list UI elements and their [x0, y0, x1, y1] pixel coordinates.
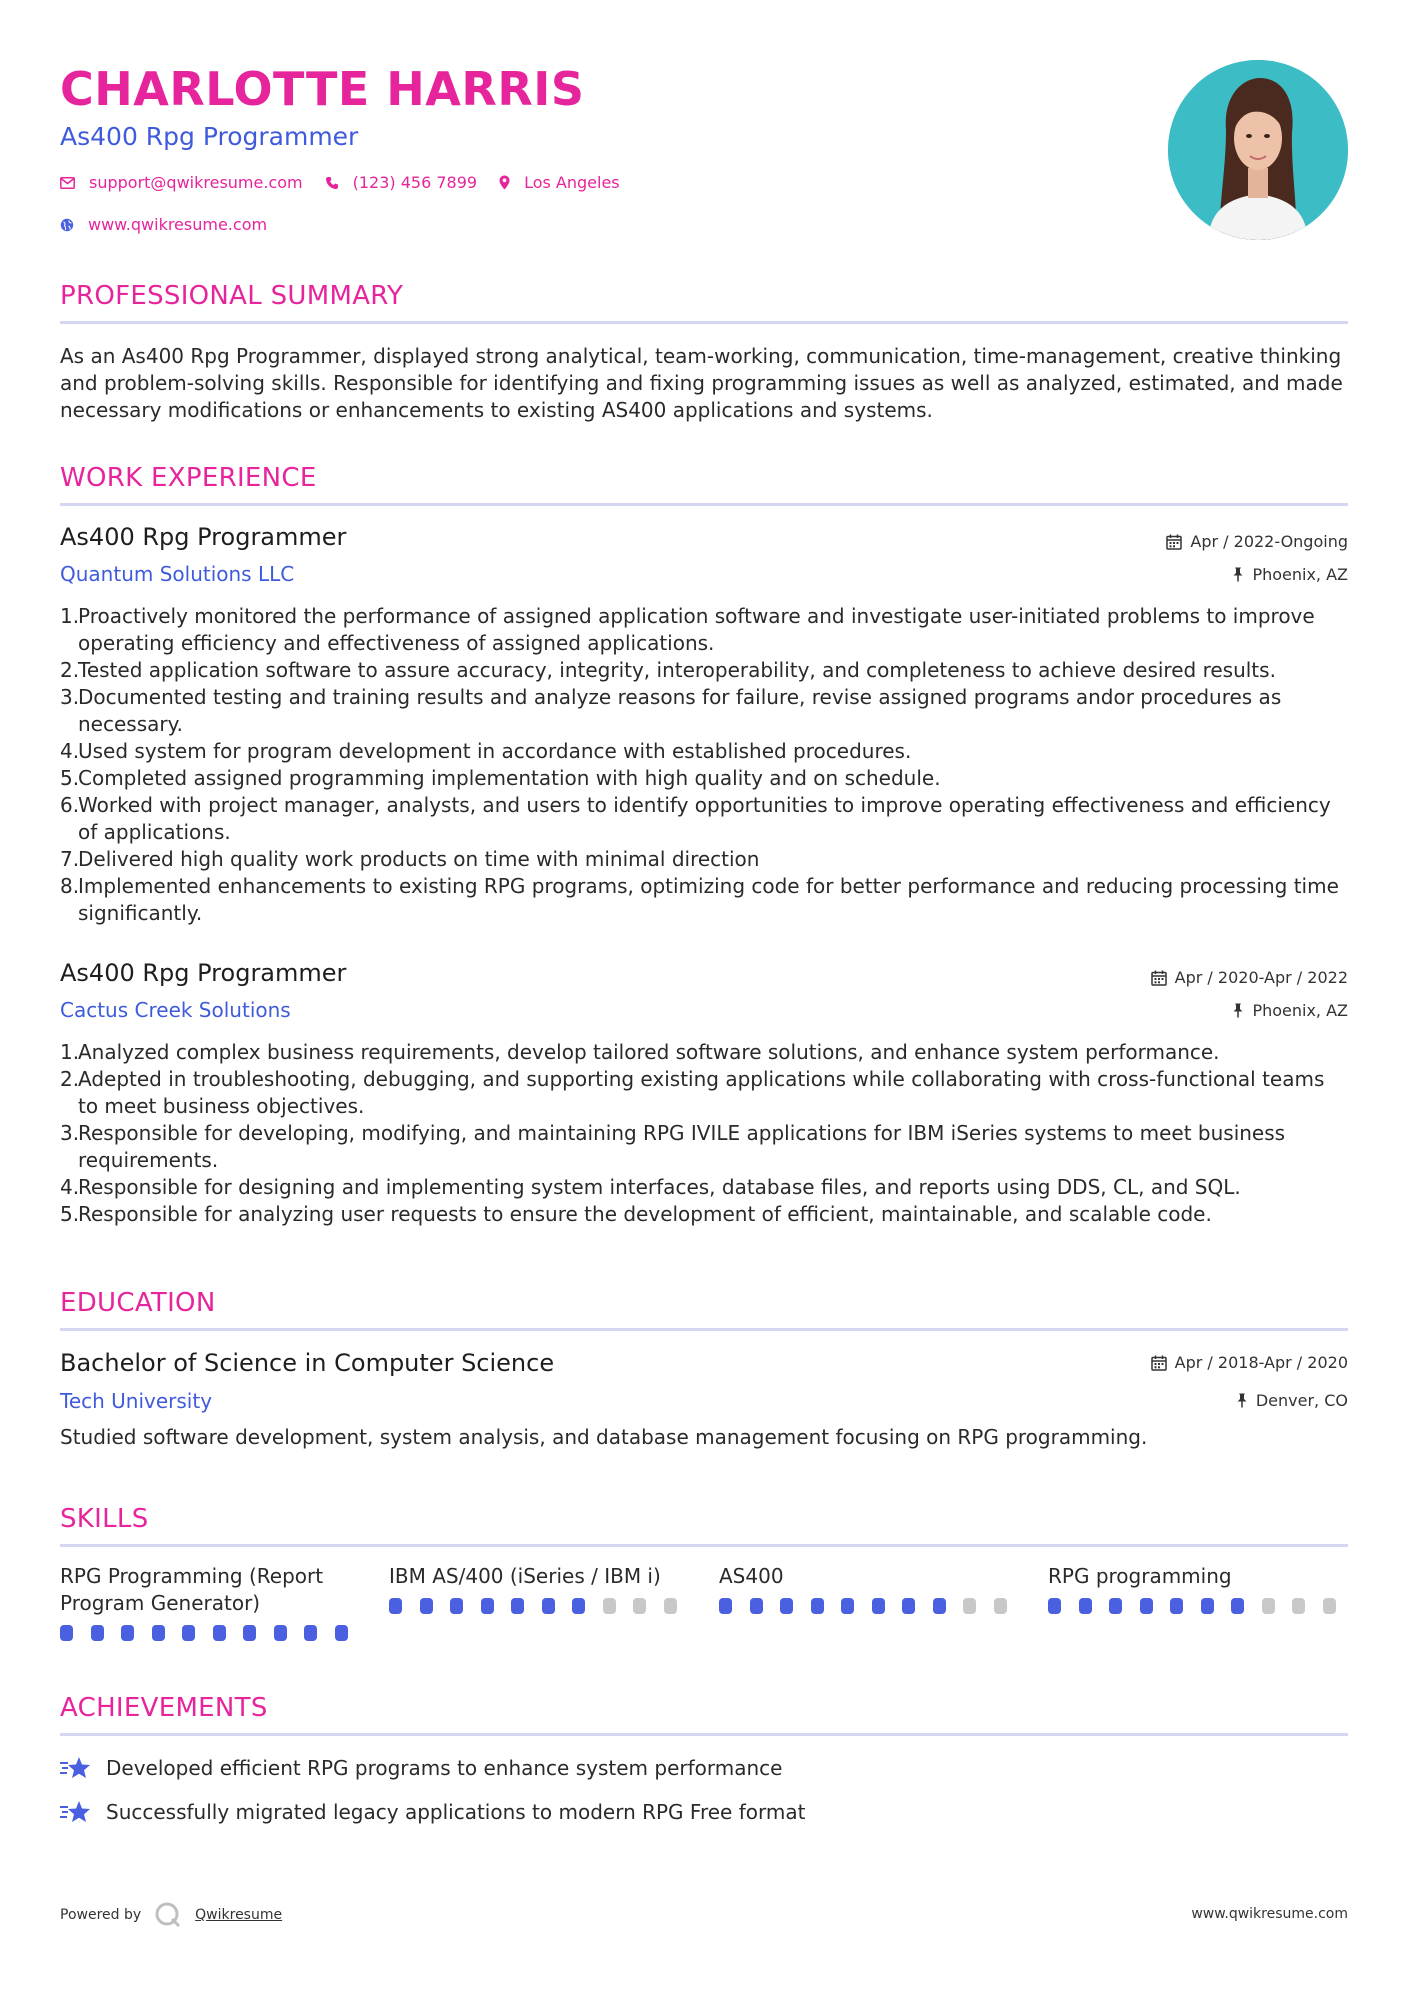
rating-dot-filled	[121, 1625, 134, 1641]
education-heading: EDUCATION	[60, 1288, 216, 1318]
job-title: As400 Rpg Programmer	[60, 523, 347, 551]
rating-dot-filled	[872, 1598, 885, 1614]
candidate-name: CHARLOTTE HARRIS	[60, 62, 585, 116]
rating-dot-filled	[182, 1625, 195, 1641]
location-item	[499, 173, 620, 192]
calendar-icon	[1151, 1355, 1167, 1371]
skill-rating	[1048, 1598, 1353, 1614]
rating-dot-filled	[933, 1598, 946, 1614]
website-text: www.qwikresume.com	[88, 215, 268, 234]
achievement-item	[60, 1755, 782, 1781]
location-text: Los Angeles	[524, 173, 620, 192]
list-item: 1. Analyzed complex business requirements, develop tailored software solutions, and enhance system performance.	[60, 1040, 1220, 1064]
rating-dot-empty	[664, 1598, 677, 1614]
website-item[interactable]	[60, 215, 267, 234]
list-item: 4. Responsible for designing and implementing system interfaces, database files, and reports using DDS, CL, and SQL.	[60, 1175, 1241, 1199]
portrait-image	[1168, 60, 1348, 240]
list-item: 5. Completed assigned programming implementation with high quality and on schedule.	[60, 766, 941, 790]
email-text: support@qwikresume.com	[89, 173, 303, 192]
job-company: Quantum Solutions LLC	[60, 562, 295, 586]
job-company: Cactus Creek Solutions	[60, 998, 291, 1022]
achievement-text: Successfully migrated legacy applications to modern RPG Free format	[106, 1800, 806, 1824]
job-location-text: Phoenix, AZ	[1252, 1001, 1348, 1020]
degree-title: Bachelor of Science in Computer Science	[60, 1349, 555, 1377]
skill-name: AS400	[719, 1564, 784, 1588]
rating-dot-filled	[1048, 1598, 1061, 1614]
skill-rating	[719, 1598, 1024, 1614]
experience-heading: WORK EXPERIENCE	[60, 463, 317, 493]
list-item: 4. Used system for program development in accordance with established procedures.	[60, 739, 912, 763]
rating-dot-empty	[1292, 1598, 1305, 1614]
calendar-icon	[1166, 534, 1182, 550]
job-location	[1232, 1001, 1348, 1020]
mail-icon	[60, 177, 75, 189]
contact-row	[60, 173, 642, 192]
phone-icon	[325, 176, 339, 190]
rating-dot-filled	[750, 1598, 763, 1614]
education-location	[1236, 1391, 1348, 1410]
education-dates	[1151, 1353, 1348, 1372]
rating-dot-filled	[902, 1598, 915, 1614]
section-divider	[60, 1733, 1348, 1736]
rating-dot-filled	[213, 1625, 226, 1641]
list-item: 8. Implemented enhancements to existing RPG programs, optimizing code for better performance and reducing processing time significantly.	[60, 874, 1339, 925]
profile-photo	[1168, 60, 1348, 240]
rating-dot-filled	[811, 1598, 824, 1614]
rating-dot-empty	[1323, 1598, 1336, 1614]
rating-dot-filled	[420, 1598, 433, 1614]
brand-link[interactable]: Qwikresume	[195, 1907, 283, 1923]
globe-icon	[60, 218, 74, 232]
achievements-heading: ACHIEVEMENTS	[60, 1693, 268, 1723]
footer-powered-by	[60, 1900, 282, 1930]
rating-dot-filled	[1170, 1598, 1183, 1614]
rating-dot-filled	[152, 1625, 165, 1641]
qwikresume-logo-icon	[153, 1900, 183, 1930]
map-pin-icon	[499, 175, 510, 190]
rating-dot-filled	[304, 1625, 317, 1641]
rating-dot-filled	[481, 1598, 494, 1614]
job-dates	[1166, 532, 1348, 551]
rating-dot-filled	[335, 1625, 348, 1641]
skill-rating	[60, 1625, 365, 1641]
rating-dot-filled	[243, 1625, 256, 1641]
job-dates	[1151, 968, 1348, 987]
footer-url[interactable]: www.qwikresume.com	[1191, 1906, 1348, 1922]
list-item: 3. Responsible for developing, modifying, and maintaining RPG IVILE applications for IBM iSeries systems to meet business requirements.	[60, 1121, 1286, 1172]
achievement-text: Developed efficient RPG programs to enhance system performance	[106, 1756, 783, 1780]
skill-name: IBM AS/400 (iSeries / IBM i)	[389, 1564, 661, 1588]
rating-dot-empty	[603, 1598, 616, 1614]
website-row	[60, 215, 289, 234]
list-item: 2. Adepted in troubleshooting, debugging, and supporting existing applications while collaborating with cross-functional teams to meet business objectives.	[60, 1067, 1325, 1118]
list-item: 2. Tested application software to assure accuracy, integrity, interoperability, and completeness to achieve desired results.	[60, 658, 1276, 682]
phone-text: (123) 456 7899	[352, 173, 478, 192]
skill-name: RPG Programming (Report Program Generator)	[60, 1564, 324, 1615]
rating-dot-filled	[91, 1625, 104, 1641]
education-description: Studied software development, system analysis, and database management focusing on RPG programming.	[60, 1425, 1148, 1449]
job-title: As400 Rpg Programmer	[60, 959, 347, 987]
section-divider	[60, 503, 1348, 506]
list-item: 6. Worked with project manager, analysts, and users to identify opportunities to improve operating effectiveness and efficiency of applications.	[60, 793, 1331, 844]
rating-dot-filled	[1231, 1598, 1244, 1614]
rating-dot-filled	[572, 1598, 585, 1614]
education-dates-text: Apr / 2018-Apr / 2020	[1174, 1353, 1348, 1372]
rating-dot-empty	[994, 1598, 1007, 1614]
job-duties-list	[60, 1039, 1350, 1228]
list-item: 7. Delivered high quality work products on time with minimal direction	[60, 847, 760, 871]
rating-dot-filled	[841, 1598, 854, 1614]
rating-dot-filled	[60, 1625, 73, 1641]
list-item: 5. Responsible for analyzing user requests to ensure the development of efficient, maintainable, and scalable code.	[60, 1202, 1212, 1226]
rating-dot-filled	[1140, 1598, 1153, 1614]
list-item: 3. Documented testing and training results and analyze reasons for failure, revise assigned programs andor procedures as necessary.	[60, 685, 1282, 736]
rating-dot-filled	[780, 1598, 793, 1614]
powered-by-label: Powered by	[60, 1907, 142, 1923]
rating-dot-filled	[1201, 1598, 1214, 1614]
job-duties-list	[60, 603, 1350, 927]
calendar-icon	[1151, 970, 1167, 986]
skill-item	[60, 1563, 365, 1641]
email-item[interactable]	[60, 173, 303, 192]
rating-dot-filled	[719, 1598, 732, 1614]
list-item: 1. Proactively monitored the performance of assigned application software and investigate user-initiated problems to improve operating efficiency and effectiveness of assigned applications.	[60, 604, 1315, 655]
skill-item	[389, 1563, 694, 1614]
skill-item	[1048, 1563, 1353, 1614]
rating-dot-filled	[511, 1598, 524, 1614]
summary-heading: PROFESSIONAL SUMMARY	[60, 281, 404, 311]
rating-dot-filled	[1109, 1598, 1122, 1614]
achievement-item	[60, 1799, 805, 1825]
school-name: Tech University	[60, 1389, 213, 1413]
rating-dot-filled	[274, 1625, 287, 1641]
rating-dot-filled	[1079, 1598, 1092, 1614]
job-location	[1232, 565, 1348, 584]
star-icon	[60, 1755, 92, 1781]
rating-dot-empty	[633, 1598, 646, 1614]
skill-item	[719, 1563, 1024, 1614]
section-divider	[60, 1544, 1348, 1547]
job-dates-text: Apr / 2020-Apr / 2022	[1174, 968, 1348, 987]
skill-rating	[389, 1598, 694, 1614]
rating-dot-empty	[963, 1598, 976, 1614]
rating-dot-filled	[542, 1598, 555, 1614]
section-divider	[60, 321, 1348, 324]
phone-item[interactable]	[325, 173, 477, 192]
star-icon	[60, 1799, 92, 1825]
pushpin-icon	[1232, 567, 1244, 582]
pushpin-icon	[1232, 1003, 1244, 1018]
candidate-role: As400 Rpg Programmer	[60, 122, 359, 151]
rating-dot-filled	[450, 1598, 463, 1614]
skills-heading: SKILLS	[60, 1504, 149, 1534]
summary-text: As an As400 Rpg Programmer, displayed strong analytical, team-working, communication, time-management, creative thinking and problem-solving skills. Responsible for identifying and fixing programming issues as well as analyzed, estimated, and made necessary modifications or enhancements to existing AS400 applications and systems.	[60, 344, 1343, 422]
skill-name: RPG programming	[1048, 1564, 1232, 1588]
job-location-text: Phoenix, AZ	[1252, 565, 1348, 584]
pushpin-icon	[1236, 1393, 1248, 1408]
education-location-text: Denver, CO	[1255, 1391, 1348, 1410]
rating-dot-empty	[1262, 1598, 1275, 1614]
job-dates-text: Apr / 2022-Ongoing	[1190, 532, 1348, 551]
rating-dot-filled	[389, 1598, 402, 1614]
section-divider	[60, 1328, 1348, 1331]
